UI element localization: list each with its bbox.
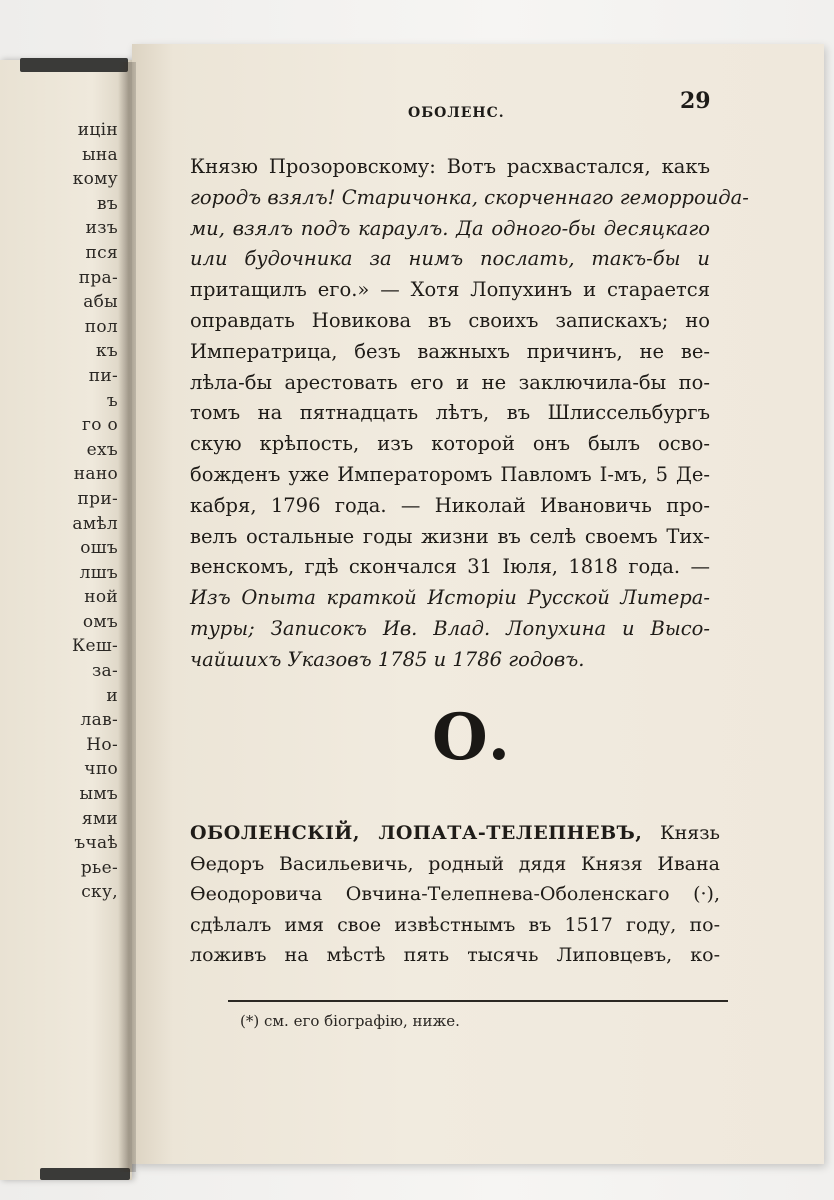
left-line-fragment: чпо: [84, 759, 118, 780]
body-line: томъ на пятнадцать лѣтъ, въ Шлиссельбургъ: [190, 401, 710, 425]
entry-line: сдѣлалъ имя свое извѣстнымъ въ 1517 году, по-: [190, 913, 720, 936]
section-letter: О.: [432, 700, 511, 775]
left-line-fragment: абы: [83, 292, 118, 313]
body-line: велъ остальные годы жизни въ селѣ своемъ Тих-: [190, 524, 710, 548]
left-line-fragment: въ: [97, 193, 118, 214]
left-line-fragment: нано: [73, 464, 118, 485]
left-line-fragment: го о: [82, 415, 118, 436]
body-line: оправдать Новикова въ своихъ запискахъ; но: [190, 308, 710, 332]
left-line-fragment: омъ: [82, 611, 118, 632]
left-line-fragment: изъ: [85, 218, 118, 239]
left-line-fragment: и: [106, 685, 118, 706]
entry-first-line: [190, 818, 720, 849]
left-line-fragment: ымъ: [79, 784, 118, 805]
book-cover-edge-bottom: [40, 1168, 130, 1180]
left-line-fragment: рье-: [80, 857, 118, 878]
left-line-fragment: Но-: [86, 734, 118, 755]
body-line: Князю Прозоровскому: Вотъ расхвастался, какъ: [190, 155, 710, 178]
left-line-fragment: ошъ: [80, 538, 118, 559]
left-line-fragment: къ: [95, 341, 118, 362]
body-text: [190, 152, 749, 676]
left-line-fragment: пи-: [88, 365, 118, 386]
footnote: (*) см. его біографію, ниже.: [240, 1012, 460, 1030]
left-line-fragment: ъчаѣ: [74, 833, 118, 854]
left-line-fragment: пся: [85, 242, 118, 263]
left-line-fragment: пра-: [78, 267, 118, 288]
entry-line: Ѳедоръ Васильевичь, родный дядя Князя Ивана: [190, 852, 720, 875]
left-line-fragment: ску,: [81, 882, 118, 903]
body-line: лѣла-бы арестовать его и не заключила-бы по-: [190, 370, 710, 394]
body-line: туры; Записокъ Ив. Влад. Лопухина и Высо-: [190, 616, 710, 640]
left-page-text: [0, 118, 118, 905]
body-line: божденъ уже Императоромъ Павломъ I-мъ, 5 Де-: [190, 462, 710, 486]
left-line-fragment: ями: [81, 808, 118, 829]
left-line-fragment: за-: [91, 661, 118, 682]
running-head: ОБОЛЕНС.: [408, 105, 505, 121]
footnote-rule: [228, 1000, 728, 1002]
entry-line: ложивъ на мѣстѣ пять тысячь Липовцевъ, ко-: [190, 944, 720, 966]
body-line: венскомъ, гдѣ скончался 31 Іюля, 1818 года. —: [190, 555, 710, 579]
body-line: Изъ Опыта краткой Исторіи Русской Литера-: [190, 586, 710, 610]
page-number: 29: [680, 88, 711, 114]
entry-line: Князь: [659, 822, 720, 844]
left-line-fragment: ъ: [106, 390, 118, 411]
left-line-fragment: ехъ: [86, 439, 118, 460]
left-line-fragment: Кеш-: [72, 636, 118, 657]
book-cover-edge: [20, 58, 128, 72]
body-line: кабря, 1796 года. — Николай Ивановичь про-: [190, 493, 710, 517]
body-line: скую крѣпость, изъ которой онъ былъ осво-: [190, 432, 710, 456]
left-line-fragment: при-: [77, 488, 118, 509]
left-line-fragment: кому: [72, 169, 118, 190]
body-line: городъ взялъ! Старичонка, скорченнаго геморроида-: [190, 185, 749, 209]
entry-text: [190, 818, 720, 971]
left-line-fragment: лшъ: [79, 562, 118, 583]
entry-line: Ѳеодоровича Овчина-Телепнева-Оболенскаго (·),: [190, 883, 720, 905]
left-line-fragment: амѣл: [72, 513, 118, 534]
body-line: Императрица, безъ важныхъ причинъ, не ве-: [190, 339, 710, 363]
entry-heading: ОБОЛЕНСКІЙ, ЛОПАТА-ТЕЛЕПНЕВЪ,: [190, 822, 643, 844]
left-line-fragment: ына: [82, 144, 118, 165]
body-line: притащилъ его.» — Хотя Лопухинъ и старается: [190, 278, 710, 302]
body-line: ми, взялъ подъ караулъ. Да одного-бы десяцкаго: [190, 216, 710, 240]
left-line-fragment: ицін: [77, 120, 118, 140]
body-line: чайшихъ Указовъ 1785 и 1786 годовъ.: [190, 647, 585, 671]
left-line-fragment: ной: [84, 587, 118, 608]
left-line-fragment: пол: [84, 316, 118, 337]
body-line: или будочника за нимъ послать, такъ-бы и: [190, 247, 710, 271]
spine-gutter: [118, 62, 136, 1172]
left-line-fragment: лав-: [80, 710, 118, 731]
